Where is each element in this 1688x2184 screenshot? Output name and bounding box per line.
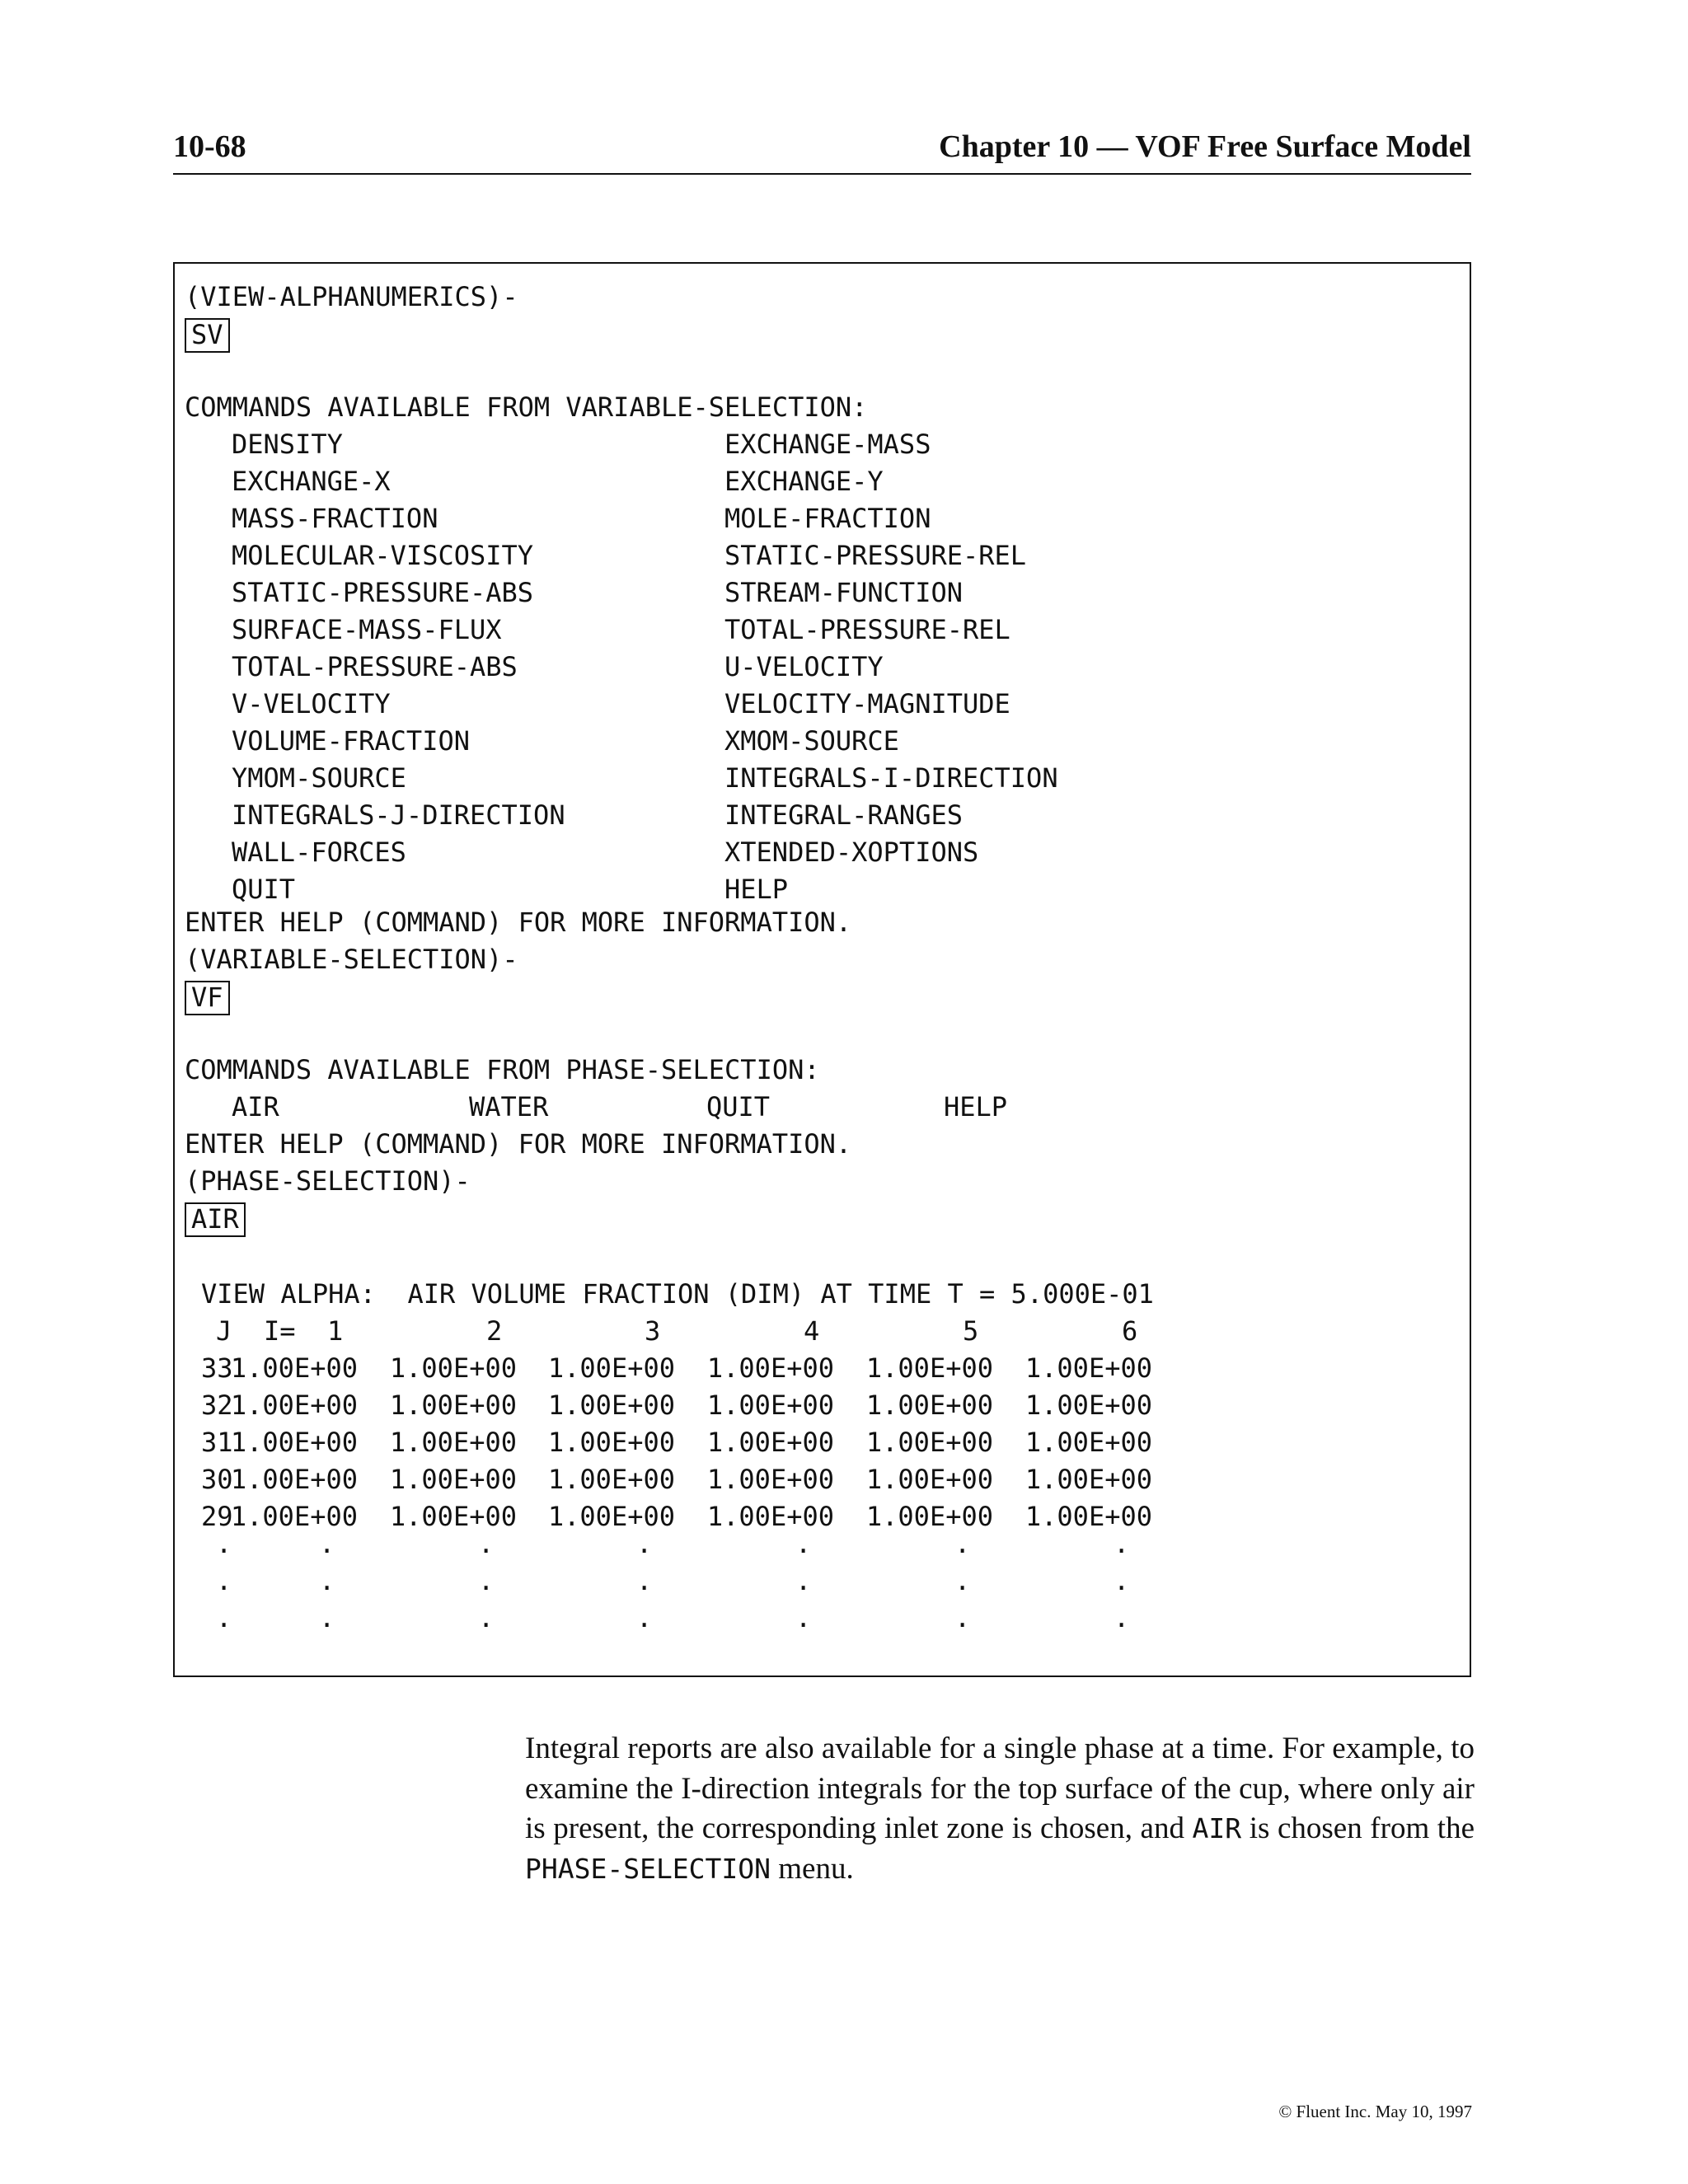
table-cell: 1.00E+00 — [706, 1501, 834, 1532]
variable-command-static-pressure-abs: STATIC-PRESSURE-ABS — [232, 577, 534, 608]
table-cell: 1.00E+00 — [230, 1352, 358, 1384]
table-cell: 1.00E+00 — [706, 1464, 834, 1495]
table-cell: 1.00E+00 — [547, 1427, 675, 1458]
table-row-j-31: 31 — [201, 1427, 233, 1458]
variable-command-static-pressure-rel: STATIC-PRESSURE-REL — [724, 540, 1027, 571]
variable-command-wall-forces: WALL-FORCES — [232, 837, 406, 868]
table-ellipsis-dot: . — [319, 1565, 335, 1596]
variable-command-surface-mass-flux: SURFACE-MASS-FLUX — [232, 614, 502, 645]
table-ellipsis-dot: . — [216, 1565, 232, 1596]
body-paragraph — [525, 1729, 1475, 1889]
table-ellipsis-dot: . — [319, 1602, 335, 1633]
table-cell: 1.00E+00 — [706, 1427, 834, 1458]
variable-command-ymom-source: YMOM-SOURCE — [232, 762, 406, 794]
table-cell: 1.00E+00 — [865, 1390, 993, 1421]
table-j-label: J — [216, 1315, 232, 1347]
table-row-j-30: 30 — [201, 1464, 233, 1495]
help-line-2: ENTER HELP (COMMAND) FOR MORE INFORMATION. — [185, 1128, 852, 1160]
table-column-header-4: 4 — [804, 1315, 820, 1347]
table-cell: 1.00E+00 — [1025, 1427, 1152, 1458]
paragraph-code-air: AIR — [1192, 1812, 1242, 1844]
table-cell: 1.00E+00 — [389, 1464, 517, 1495]
variable-command-help: HELP — [724, 874, 789, 905]
variable-command-density: DENSITY — [232, 429, 343, 460]
variable-command-mass-fraction: MASS-FRACTION — [232, 503, 438, 534]
table-ellipsis-dot: . — [795, 1602, 812, 1633]
copyright-footer: © Fluent Inc. May 10, 1997 — [1278, 2102, 1472, 2121]
table-ellipsis-dot: . — [319, 1528, 335, 1559]
table-ellipsis-dot: . — [636, 1528, 653, 1559]
variable-command-molecular-viscosity: MOLECULAR-VISCOSITY — [232, 540, 534, 571]
table-ellipsis-dot: . — [1114, 1528, 1130, 1559]
phase-command-quit: QUIT — [706, 1091, 771, 1122]
table-row-j-29: 29 — [201, 1501, 233, 1532]
variable-command-stream-function: STREAM-FUNCTION — [724, 577, 963, 608]
paragraph-text-3: menu. — [771, 1851, 854, 1886]
page-header — [173, 124, 1471, 175]
table-cell: 1.00E+00 — [706, 1352, 834, 1384]
table-ellipsis-dot: . — [795, 1528, 812, 1559]
variable-command-exchange-x: EXCHANGE-X — [232, 466, 391, 497]
variable-command-total-pressure-abs: TOTAL-PRESSURE-ABS — [232, 651, 518, 682]
input-vf: VF — [185, 981, 230, 1015]
table-row-j-32: 32 — [201, 1390, 233, 1421]
table-ellipsis-dot: . — [636, 1565, 653, 1596]
chapter-title: Chapter 10 — VOF Free Surface Model — [939, 129, 1471, 164]
table-cell: 1.00E+00 — [865, 1352, 993, 1384]
table-ellipsis-dot: . — [636, 1602, 653, 1633]
variable-command-integrals-j-direction: INTEGRALS-J-DIRECTION — [232, 799, 565, 831]
view-alpha-title: VIEW ALPHA: AIR VOLUME FRACTION (DIM) AT TIME T = 5.000E-01 — [201, 1278, 1154, 1310]
table-ellipsis-dot: . — [954, 1528, 971, 1559]
variable-command-mole-fraction: MOLE-FRACTION — [724, 503, 931, 534]
table-ellipsis-dot: . — [954, 1565, 971, 1596]
table-cell: 1.00E+00 — [230, 1390, 358, 1421]
table-ellipsis-dot: . — [954, 1602, 971, 1633]
table-cell: 1.00E+00 — [389, 1501, 517, 1532]
phase-command-air: AIR — [232, 1091, 279, 1122]
table-i-label: I= — [264, 1315, 296, 1347]
table-column-header-6: 6 — [1122, 1315, 1138, 1347]
table-cell: 1.00E+00 — [547, 1501, 675, 1532]
variable-command-quit: QUIT — [232, 874, 296, 905]
table-ellipsis-dot: . — [478, 1565, 495, 1596]
table-cell: 1.00E+00 — [865, 1501, 993, 1532]
phase-command-help: HELP — [944, 1091, 1008, 1122]
table-cell: 1.00E+00 — [230, 1464, 358, 1495]
table-cell: 1.00E+00 — [1025, 1464, 1152, 1495]
page-number: 10-68 — [173, 129, 246, 164]
input-air: AIR — [185, 1202, 246, 1237]
table-cell: 1.00E+00 — [1025, 1352, 1152, 1384]
prompt-phase-selection: (PHASE-SELECTION)- — [185, 1165, 471, 1197]
table-ellipsis-dot: . — [478, 1602, 495, 1633]
table-cell: 1.00E+00 — [1025, 1501, 1152, 1532]
variable-command-u-velocity: U-VELOCITY — [724, 651, 884, 682]
phase-selection-heading: COMMANDS AVAILABLE FROM PHASE-SELECTION: — [185, 1054, 820, 1085]
input-sv: SV — [185, 318, 230, 353]
prompt-view-alphanumerics: (VIEW-ALPHANUMERICS)- — [185, 281, 518, 312]
variable-command-exchange-mass: EXCHANGE-MASS — [724, 429, 931, 460]
table-cell: 1.00E+00 — [865, 1464, 993, 1495]
variable-command-total-pressure-rel: TOTAL-PRESSURE-REL — [724, 614, 1010, 645]
table-ellipsis-dot: . — [1114, 1565, 1130, 1596]
variable-command-xmom-source: XMOM-SOURCE — [724, 725, 899, 757]
table-column-header-1: 1 — [327, 1315, 344, 1347]
table-cell: 1.00E+00 — [865, 1427, 993, 1458]
table-cell: 1.00E+00 — [1025, 1390, 1152, 1421]
paragraph-text-1: Integral reports are also available for a single phase at a time. For example, to examine the I-direction integrals for the top surface of the cup, where only air is present, the corresponding inlet zone is chosen, and — [525, 1732, 1475, 1845]
paragraph-code-phase-selection: PHASE-SELECTION — [525, 1852, 771, 1885]
table-column-header-2: 2 — [486, 1315, 503, 1347]
help-line-1: ENTER HELP (COMMAND) FOR MORE INFORMATION. — [185, 907, 852, 938]
table-cell: 1.00E+00 — [389, 1352, 517, 1384]
table-cell: 1.00E+00 — [547, 1352, 675, 1384]
table-cell: 1.00E+00 — [230, 1501, 358, 1532]
prompt-variable-selection: (VARIABLE-SELECTION)- — [185, 944, 518, 975]
table-ellipsis-dot: . — [1114, 1602, 1130, 1633]
table-cell: 1.00E+00 — [706, 1390, 834, 1421]
paragraph-text-2: is chosen from the — [1241, 1811, 1475, 1845]
table-ellipsis-dot: . — [795, 1565, 812, 1596]
variable-command-xtended-xoptions: XTENDED-XOPTIONS — [724, 837, 979, 868]
table-column-header-5: 5 — [963, 1315, 979, 1347]
table-cell: 1.00E+00 — [547, 1464, 675, 1495]
variable-command-exchange-y: EXCHANGE-Y — [724, 466, 884, 497]
variable-command-integrals-i-direction: INTEGRALS-I-DIRECTION — [724, 762, 1058, 794]
console-output-box — [173, 262, 1471, 1677]
variable-command-v-velocity: V-VELOCITY — [232, 688, 391, 719]
variable-selection-heading: COMMANDS AVAILABLE FROM VARIABLE-SELECTION: — [185, 391, 868, 423]
table-cell: 1.00E+00 — [547, 1390, 675, 1421]
table-cell: 1.00E+00 — [230, 1427, 358, 1458]
table-cell: 1.00E+00 — [389, 1427, 517, 1458]
variable-command-integral-ranges: INTEGRAL-RANGES — [724, 799, 963, 831]
table-cell: 1.00E+00 — [389, 1390, 517, 1421]
phase-command-water: WATER — [469, 1091, 549, 1122]
table-row-j-33: 33 — [201, 1352, 233, 1384]
table-ellipsis-dot: . — [216, 1602, 232, 1633]
table-column-header-3: 3 — [645, 1315, 661, 1347]
table-ellipsis-dot: . — [478, 1528, 495, 1559]
variable-command-velocity-magnitude: VELOCITY-MAGNITUDE — [724, 688, 1010, 719]
variable-command-volume-fraction: VOLUME-FRACTION — [232, 725, 470, 757]
table-ellipsis-dot: . — [216, 1528, 232, 1559]
